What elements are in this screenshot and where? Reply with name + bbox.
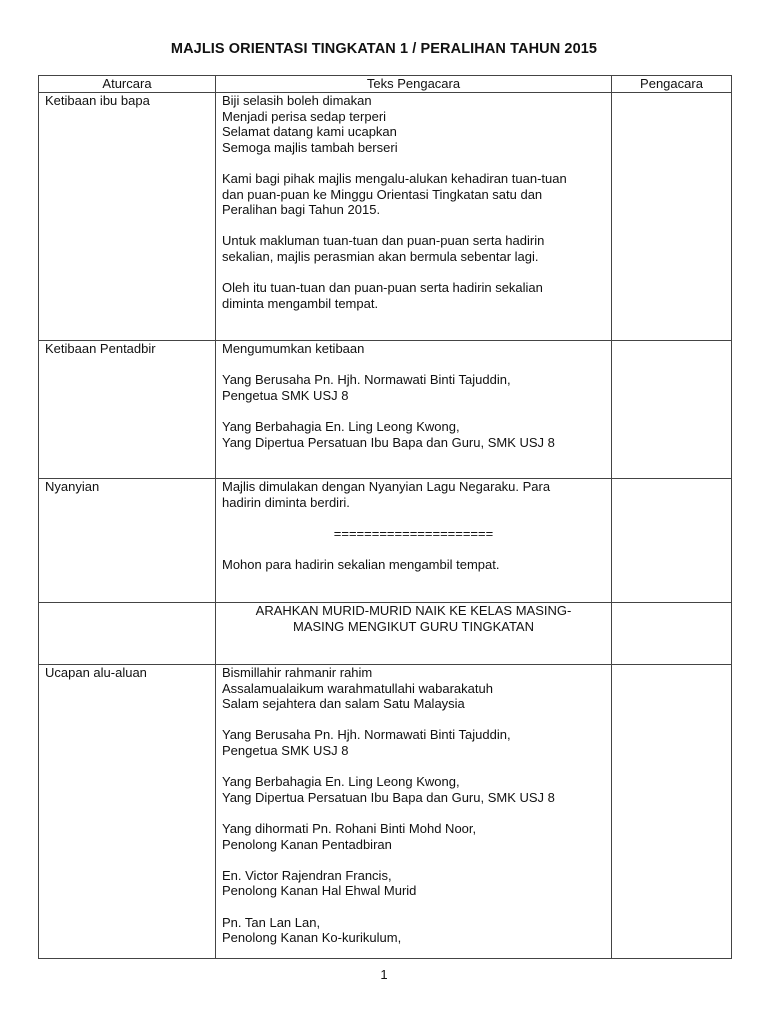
page-number: 1	[380, 967, 388, 982]
instruction-line: MASING MENGIKUT GURU TINGKATAN	[292, 618, 534, 634]
document-title: MAJLIS ORIENTASI TINGKATAN 1 / PERALIHAN TAHUN 2015	[170, 41, 598, 57]
script-line: Peralihan bagi Tahun 2015.	[222, 202, 381, 218]
script-line: Pengetua SMK USJ 8	[222, 387, 349, 403]
script-line: Yang Dipertua Persatuan Ibu Bapa dan Guru, SMK USJ 8	[222, 434, 555, 450]
header-aturcara: Aturcara	[39, 76, 216, 93]
mc-cell	[612, 665, 732, 959]
script-line: Selamat datang kami ucapkan	[222, 124, 397, 140]
event-cell	[39, 479, 216, 603]
header-teks-pengacara: Teks Pengacara	[216, 76, 612, 93]
script-line: Untuk makluman tuan-tuan dan puan-puan serta hadirin	[222, 233, 545, 249]
event-cell	[39, 93, 216, 341]
script-line: Pn. Tan Lan Lan,	[222, 914, 321, 930]
script-line: dan puan-puan ke Minggu Orientasi Tingkatan satu dan	[222, 186, 543, 202]
script-text-cell	[216, 479, 612, 603]
separator-line: =====================	[333, 525, 494, 541]
script-line: Pengetua SMK USJ 8	[222, 742, 349, 758]
event-cell	[39, 665, 216, 959]
table-row	[39, 479, 732, 603]
script-line: Bismillahir rahmanir rahim	[222, 665, 373, 680]
script-line: Oleh itu tuan-tuan dan puan-puan serta hadirin sekalian	[222, 280, 543, 296]
script-line: Yang Berbahagia En. Ling Leong Kwong,	[222, 774, 460, 790]
script-line: En. Victor Rajendran Francis,	[222, 867, 392, 883]
script-line: Semoga majlis tambah berseri	[222, 139, 398, 155]
program-table	[38, 75, 732, 959]
script-line: Penolong Kanan Hal Ehwal Murid	[222, 883, 417, 899]
script-line: Majlis dimulakan dengan Nyanyian Lagu Negaraku. Para	[222, 479, 551, 494]
table-row	[39, 665, 732, 959]
table-row	[39, 603, 732, 665]
script-text-cell	[216, 93, 612, 341]
script-line: Yang Berusaha Pn. Hjh. Normawati Binti Tajuddin,	[222, 727, 511, 743]
script-line: Yang Berbahagia En. Ling Leong Kwong,	[222, 418, 460, 434]
script-text-cell	[216, 665, 612, 959]
table-row	[39, 93, 732, 341]
event-label: Ketibaan ibu bapa	[45, 93, 150, 108]
table-row	[39, 341, 732, 479]
instruction-cell	[216, 603, 612, 665]
event-cell	[39, 341, 216, 479]
instruction-line: ARAHKAN MURID-MURID NAIK KE KELAS MASING-	[255, 603, 572, 618]
header-pengacara: Pengacara	[612, 76, 732, 93]
event-cell	[39, 603, 216, 665]
script-text-cell	[216, 341, 612, 479]
mc-cell	[612, 93, 732, 341]
script-line: diminta mengambil tempat.	[222, 295, 379, 311]
script-line: sekalian, majlis perasmian akan bermula sebentar lagi.	[222, 248, 539, 264]
mc-cell	[612, 603, 732, 665]
mc-cell	[612, 479, 732, 603]
script-line: Mengumumkan ketibaan	[222, 341, 365, 356]
script-line: Yang Berusaha Pn. Hjh. Normawati Binti Tajuddin,	[222, 372, 511, 388]
script-line: Salam sejahtera dan salam Satu Malaysia	[222, 696, 465, 712]
event-label: Ucapan alu-aluan	[45, 665, 147, 680]
script-line: Biji selasih boleh dimakan	[222, 93, 372, 108]
script-line: Yang Dipertua Persatuan Ibu Bapa dan Guru, SMK USJ 8	[222, 789, 555, 805]
script-line: Kami bagi pihak majlis mengalu-alukan kehadiran tuan-tuan	[222, 170, 567, 186]
script-line: Assalamualaikum warahmatullahi wabarakatuh	[222, 680, 493, 696]
mc-cell	[612, 341, 732, 479]
script-line: Mohon para hadirin sekalian mengambil tempat.	[222, 556, 500, 572]
event-label: Ketibaan Pentadbir	[45, 341, 156, 356]
script-line: Yang dihormati Pn. Rohani Binti Mohd Noor,	[222, 820, 477, 836]
event-label: Nyanyian	[45, 479, 100, 494]
table-header-row	[39, 76, 732, 93]
script-line: Penolong Kanan Ko-kurikulum,	[222, 930, 402, 946]
script-line: Penolong Kanan Pentadbiran	[222, 836, 392, 852]
script-line: hadirin diminta berdiri.	[222, 494, 350, 510]
script-line: Menjadi perisa sedap terperi	[222, 108, 387, 124]
